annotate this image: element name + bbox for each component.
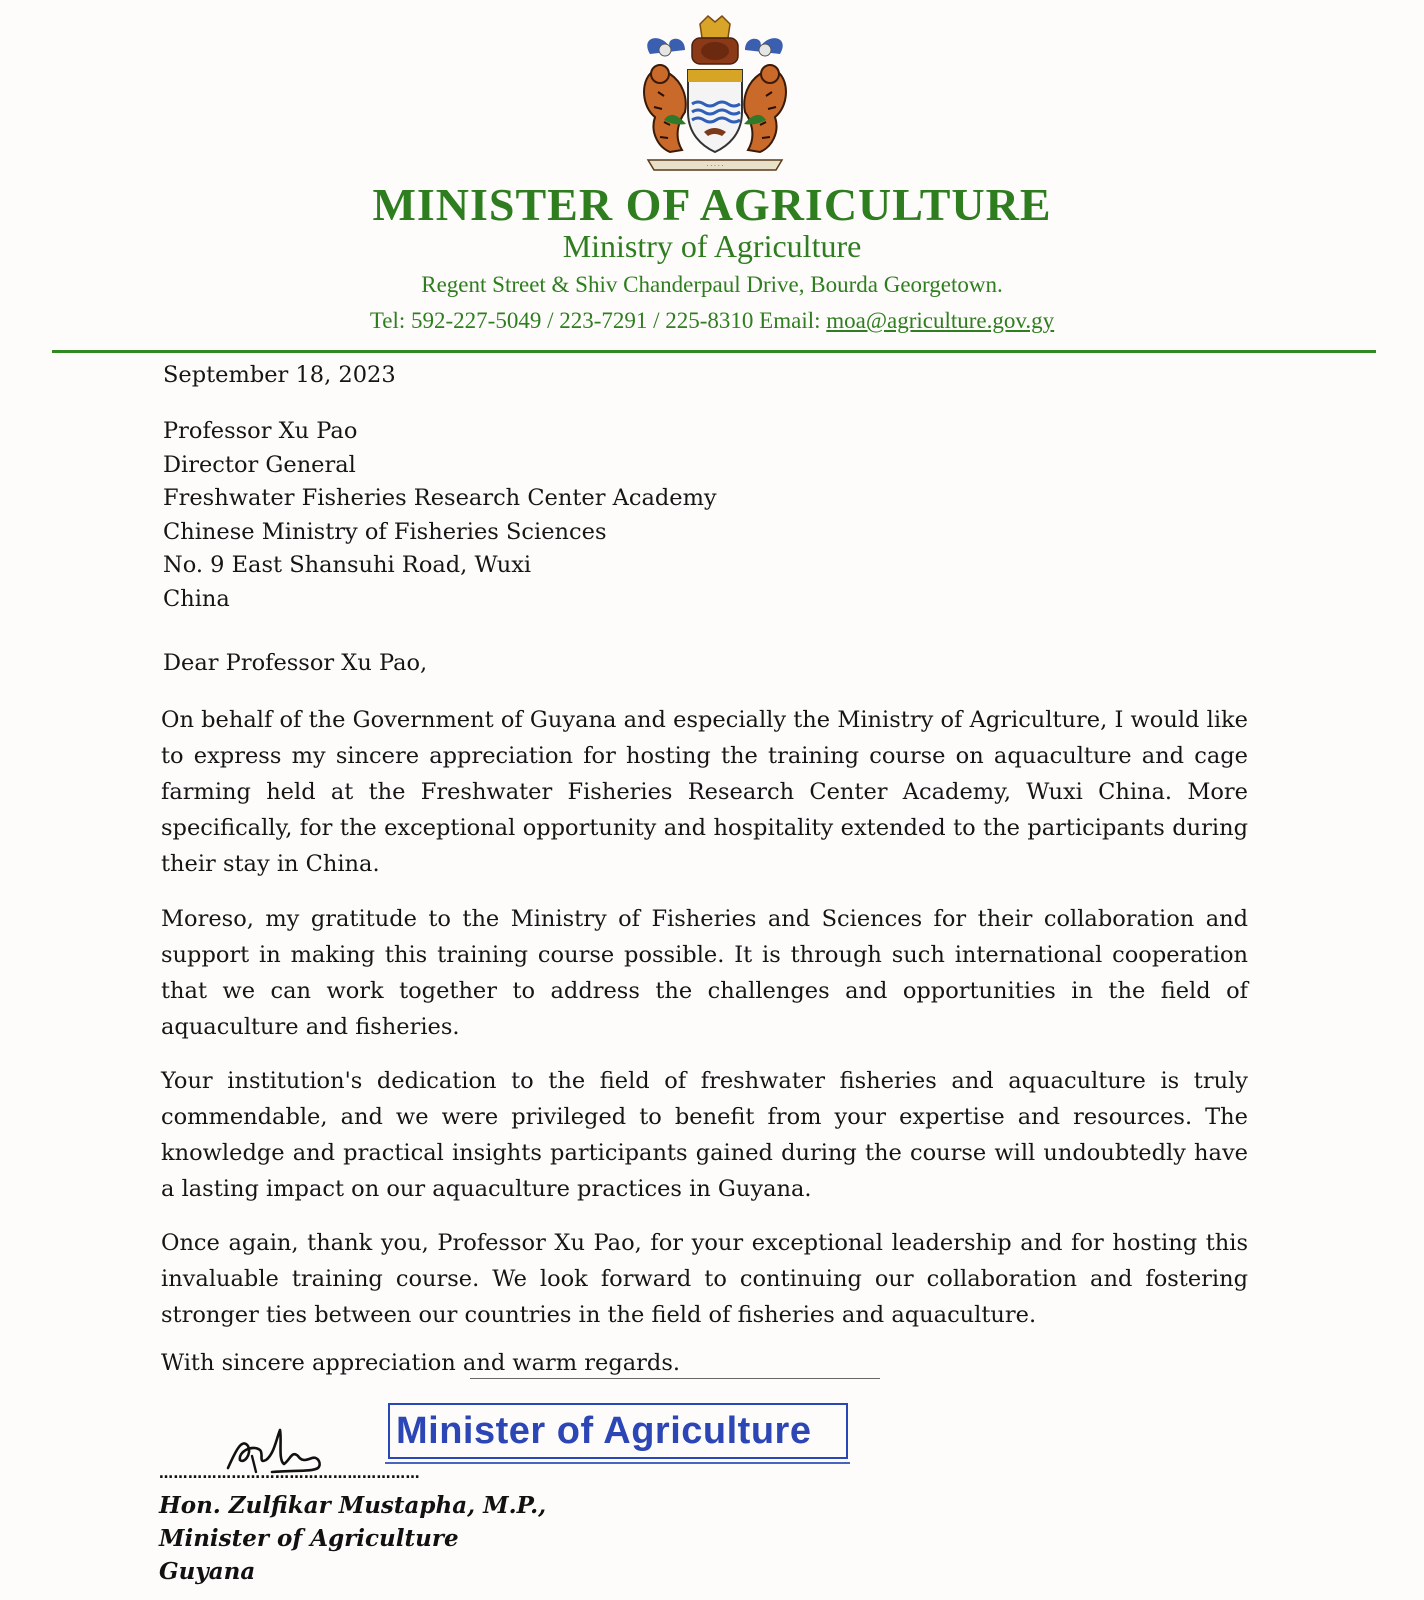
body-paragraph: Moreso, my gratitude to the Ministry of Fisheries and Sciences for their collaboration and support in making this training course possible. It is through such international cooperation that we can work together to address the challenges and opportunities in the field of aquaculture and fisheries.: [161, 906, 1248, 1040]
signatory-name: Hon. Zulfikar Mustapha, M.P.,: [159, 1492, 547, 1519]
recipient-ministry: Chinese Ministry of Fisheries Sciences: [163, 518, 607, 545]
recipient-title: Director General: [163, 451, 356, 478]
letterhead-divider: [52, 350, 1376, 353]
svg-text:· · · · ·: · · · · ·: [706, 163, 724, 170]
signatory-country: Guyana: [159, 1558, 256, 1585]
recipient-name: Professor Xu Pao: [163, 418, 358, 444]
coat-of-arms-icon: [630, 12, 800, 174]
closing-line: With sincere appreciation and warm regards.: [161, 1350, 681, 1376]
salutation: Dear Professor Xu Pao,: [163, 650, 428, 676]
recipient-country: China: [163, 585, 230, 612]
letterhead-ministry-name: Ministry of Agriculture: [562, 228, 862, 264]
body-paragraph: Once again, thank you, Professor Xu Pao, for your exceptional leadership and for hosting this invaluable training course. We look forward to continuing our collaboration and fostering stronger ties between our countries in the field of fisheries and aquaculture.: [161, 1230, 1248, 1328]
letterhead-title: MINISTER OF AGRICULTURE: [372, 179, 1052, 230]
letterhead-phone-numbers: Tel: 592-227-5049 / 223-7291 / 225-8310 Email:: [369, 308, 827, 333]
recipient-organization: Freshwater Fisheries Research Center Academy: [163, 485, 717, 511]
stamp-underline: [385, 1462, 850, 1464]
recipient-address-block: [163, 415, 717, 616]
recipient-street: No. 9 East Shansuhi Road, Wuxi: [163, 552, 532, 578]
body-paragraph: Your institution's dedication to the field of freshwater fisheries and aquaculture is truly commendable, and we were privileged to benefit from your expertise and resources. The knowledge and practical insights participants gained during the course will undoubtedly have a lasting impact on our aquaculture practices in Guyana.: [161, 1068, 1248, 1202]
signatory-block: [159, 1489, 546, 1588]
closing-underline: [470, 1378, 880, 1379]
letterhead-contact: [0, 308, 1424, 334]
official-stamp: Minister of Agriculture: [388, 1403, 848, 1459]
body-paragraph: On behalf of the Government of Guyana and especially the Ministry of Agriculture, I would like to express my sincere appreciation for hosting the training course on aquaculture and cage farming held at the Freshwater Fisheries Research Center Academy, Wuxi China. More specifically, for the exceptional opportunity and hospitality extended to the participants during their stay in China.: [161, 707, 1248, 877]
signatory-position: Minister of Agriculture: [159, 1525, 459, 1552]
email-link[interactable]: moa@agriculture.gov.gy: [826, 308, 1055, 333]
letterhead-address: Regent Street & Shiv Chanderpaul Drive, Bourda Georgetown.: [421, 272, 1003, 297]
letter-date: September 18, 2023: [163, 362, 396, 388]
signature-dotted-line: ………………………………………………: [159, 1466, 420, 1482]
